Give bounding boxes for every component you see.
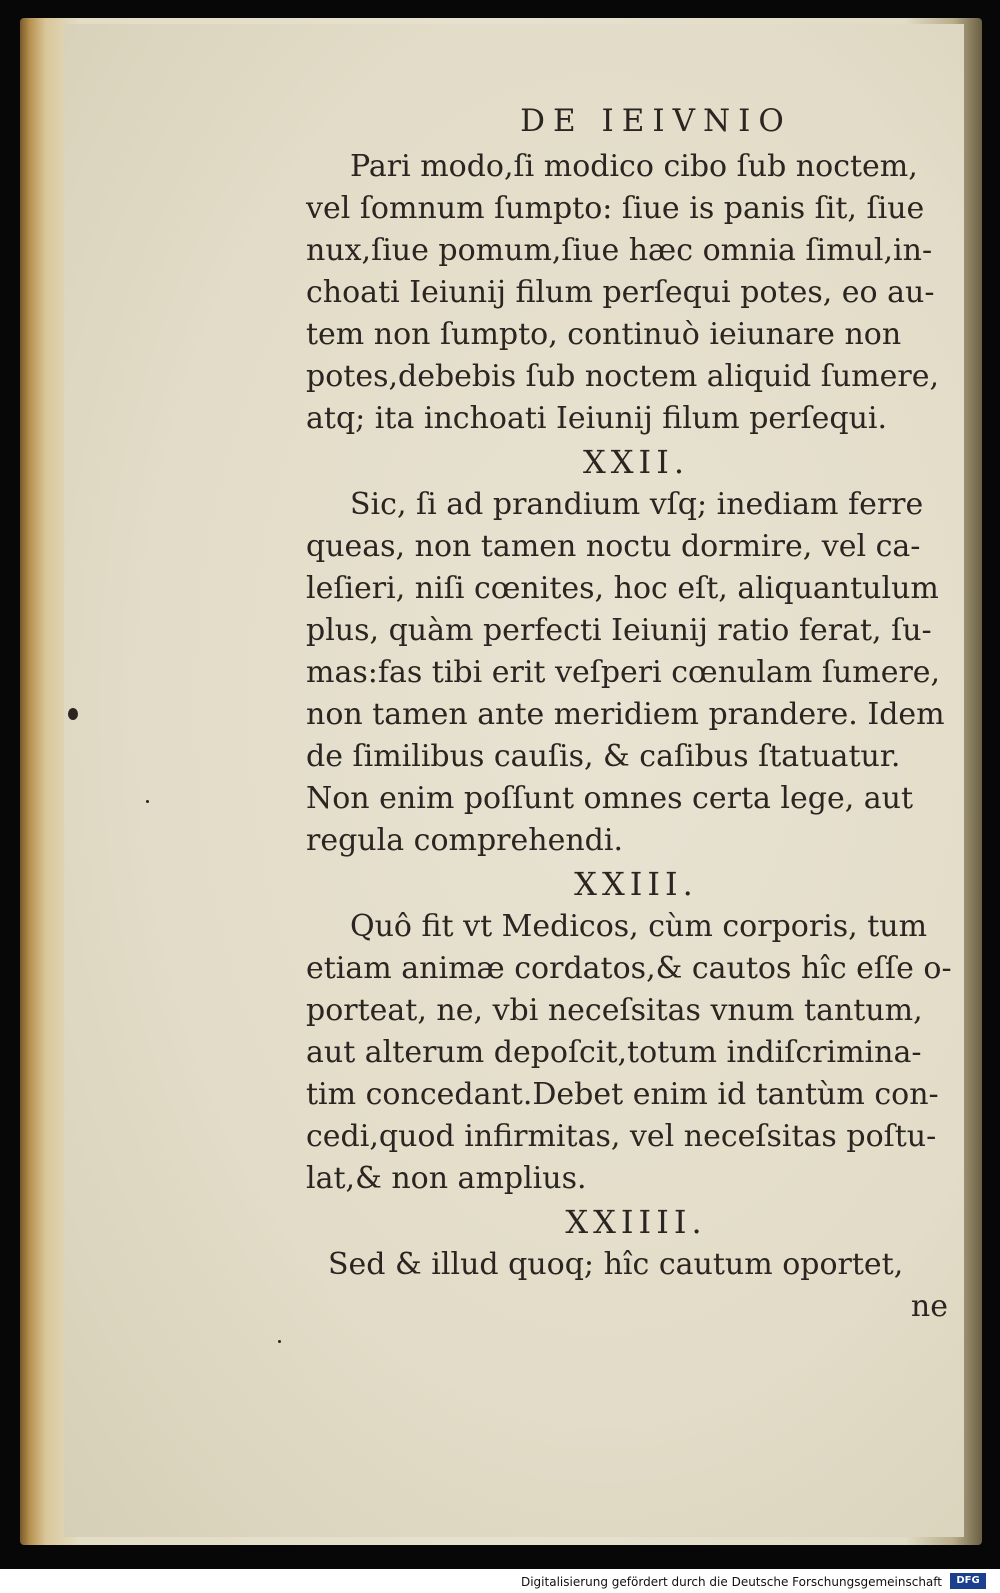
text-line: choati Ieiunij filum perſequi potes, eo au- — [306, 275, 935, 310]
text-line: mas:fas tibi erit veſperi cœnulam ſumere, — [306, 655, 941, 690]
paragraph-2 — [306, 484, 966, 862]
text-line: de ſimilibus cauſis, & caſibus ſtatuatur. — [306, 739, 901, 774]
text-block — [306, 96, 966, 1328]
text-line: aut alterum depoſcit,totum indiſcrimina- — [306, 1035, 922, 1070]
running-header: DE IEIVNIO — [520, 103, 792, 139]
section-numeral: XXII. — [582, 443, 689, 481]
text-line: potes,debebis ſub noctem aliquid ſumere, — [306, 359, 939, 394]
paragraph-1 — [306, 146, 966, 440]
catchword: ne — [910, 1289, 948, 1324]
text-line: nux,ſiue pomum,ſiue hæc omnia ſimul,in- — [306, 233, 933, 268]
text-line: Pari modo,ſi modico cibo ſub noctem, — [350, 149, 918, 184]
text-line: porteat, ne, vbi neceſsitas vnum tantum, — [306, 993, 923, 1028]
text-line: leſieri, niſi cœnites, hoc eſt, aliquantulum — [306, 571, 939, 606]
text-line: regula comprehendi. — [306, 823, 623, 858]
ink-speck — [146, 800, 149, 803]
ink-speck — [68, 708, 78, 720]
funding-note: Digitalisierung gefördert durch die Deutsche Forschungsgemeinschaft — [520, 1575, 942, 1589]
text-line: Sed & illud quoq; hîc cautum oportet, — [328, 1247, 904, 1282]
text-line: plus, quàm perfecti Ieiunij ratio ferat, ſu- — [306, 613, 932, 648]
text-line: lat,& non amplius. — [306, 1161, 587, 1196]
text-line: queas, non tamen noctu dormire, vel ca- — [306, 529, 921, 564]
paragraph-3 — [306, 906, 966, 1200]
section-numeral: XXIIII. — [565, 1203, 707, 1241]
section-numeral: XXIII. — [574, 865, 698, 903]
text-line: tim concedant.Debet enim id tantùm con- — [306, 1077, 939, 1112]
paragraph-4 — [306, 1244, 966, 1286]
text-line: Quô fit vt Medicos, cùm corporis, tum — [350, 909, 928, 944]
text-line: cedi,quod infirmitas, vel neceſsitas poſtu- — [306, 1119, 937, 1154]
text-line: atq; ita inchoati Ieiunij filum perſequi. — [306, 401, 888, 436]
text-line: Non enim poſſunt omnes certa lege, aut — [306, 781, 914, 816]
text-line: Sic, ſi ad prandium vſq; inediam ferre — [350, 487, 924, 522]
ink-speck — [278, 1340, 281, 1343]
text-line: etiam animæ cordatos,& cautos hîc eſſe o- — [306, 951, 952, 986]
footer-bar — [0, 1569, 1000, 1593]
text-line: tem non ſumpto, continuò ieiunare non — [306, 317, 902, 352]
dfg-logo: DFG — [950, 1573, 986, 1589]
text-line: non tamen ante meridiem prandere. Idem — [306, 697, 945, 732]
text-line: vel ſomnum ſumpto: ſiue is panis ſit, ſiue — [306, 191, 925, 226]
